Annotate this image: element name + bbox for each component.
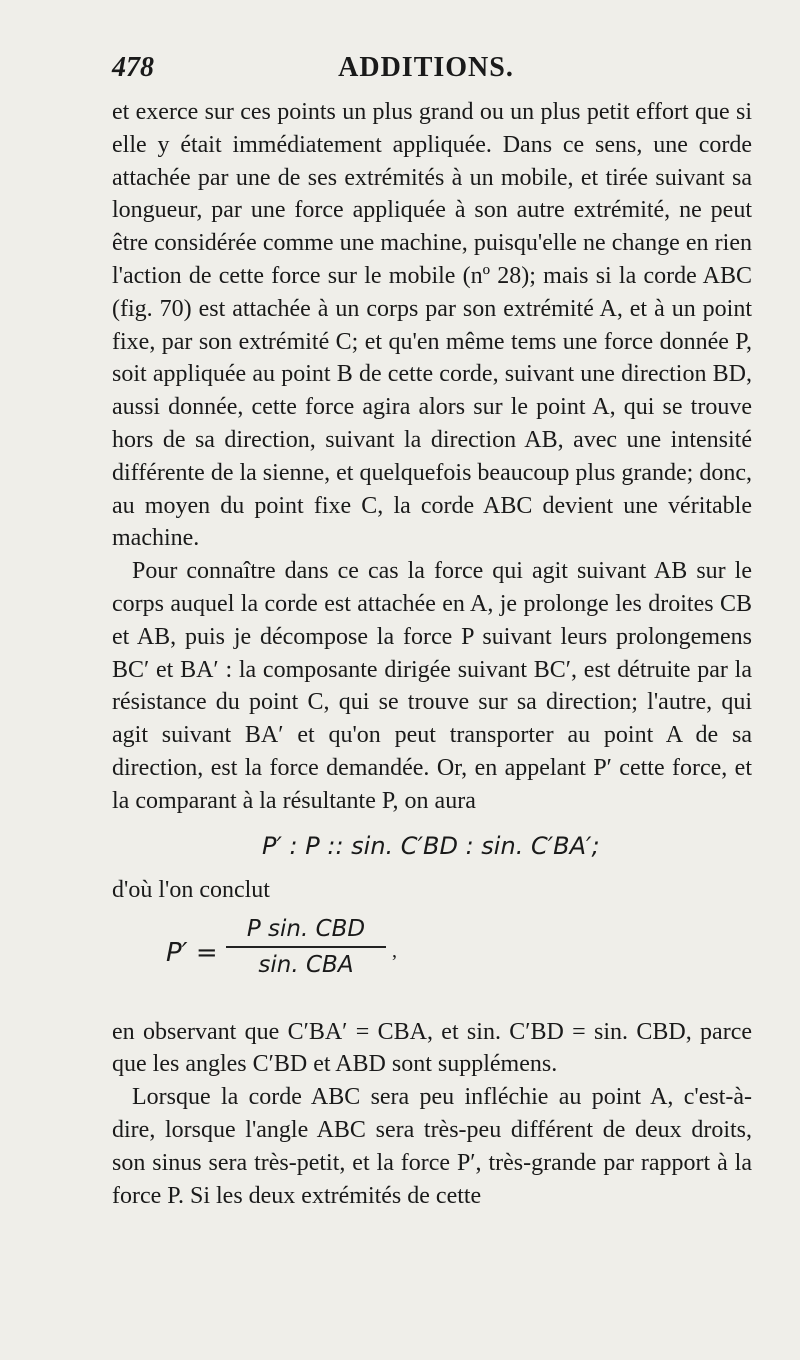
paragraph-1: et exerce sur ces points un plus grand ou un plus petit effort que si elle y était immédiatement appliquée. Dans ce sens, une corde attachée par une de ses extrémités à un mobile, et tirée suivant sa longueur, par une force appliquée à son autre extrémité, ne peut être considérée comme une machine, puisqu'elle ne change en rien l'action de cette force sur le mobile (nº 28); mais si la corde ABC (fig. 70) est attachée à un corps par son extrémité A, et à un point fixe, par son extrémité C; et qu'en même tems une force donnée P, soit appliquée au point B de cette corde, suivant une direction BD, aussi donnée, cette force agira alors sur le point A, qui se trouve hors de sa direction, suivant la direction AB, avec une intensité différente de la sienne, et quelquefois beaucoup plus grande; donc, au moyen du point fixe C, la corde ABC devient une véritable machine. [112, 99, 752, 552]
equation-fraction [112, 914, 752, 1006]
fraction [226, 916, 386, 978]
page-number: 478 [112, 52, 154, 83]
equation-lhs: P′ = [166, 937, 218, 968]
equation-end-punctuation: , [392, 939, 397, 962]
paragraph-2: Pour connaître dans ce cas la force qui agit suivant AB sur le corps auquel la corde est attachée en A, je prolonge les droites CB et AB, puis je décompose la force P suivant leurs prolongemens BC′ et BA′ : la composante dirigée suivant BC′, est détruite par la résistance du point C, qui se trouve sur sa direction; l'autre, qui agit suivant BA′ et qu'on peut transporter au point A de sa direction, est la force demandée. Or, en appelant P′ cette force, et la comparant à la résultante P, on aura [112, 558, 752, 814]
fraction-denominator: sin. CBA [258, 951, 354, 978]
page-header [112, 52, 740, 92]
page-body [112, 96, 752, 1212]
paragraph-4: Lorsque la corde ABC sera peu infléchie au point A, c'est-à-dire, lorsque l'angle ABC sera très-peu différent de deux droits, son sinus sera très-petit, et la force P′, très-grande par rapport à la force P. Si les deux extrémités de cette [112, 1084, 752, 1209]
equation-proportion: P′ : P :: sin. C′BD : sin. C′BA′; [262, 831, 600, 860]
fraction-numerator: P sin. CBD [226, 916, 386, 948]
conclusion-lead-in: d'où l'on conclut [112, 876, 270, 903]
running-title: ADDITIONS. [338, 52, 514, 83]
paragraph-3: en observant que C′BA′ = CBA, et sin. C′BD = sin. CBD, parce que les angles C′BD et ABD sont supplémens. [112, 1018, 752, 1078]
